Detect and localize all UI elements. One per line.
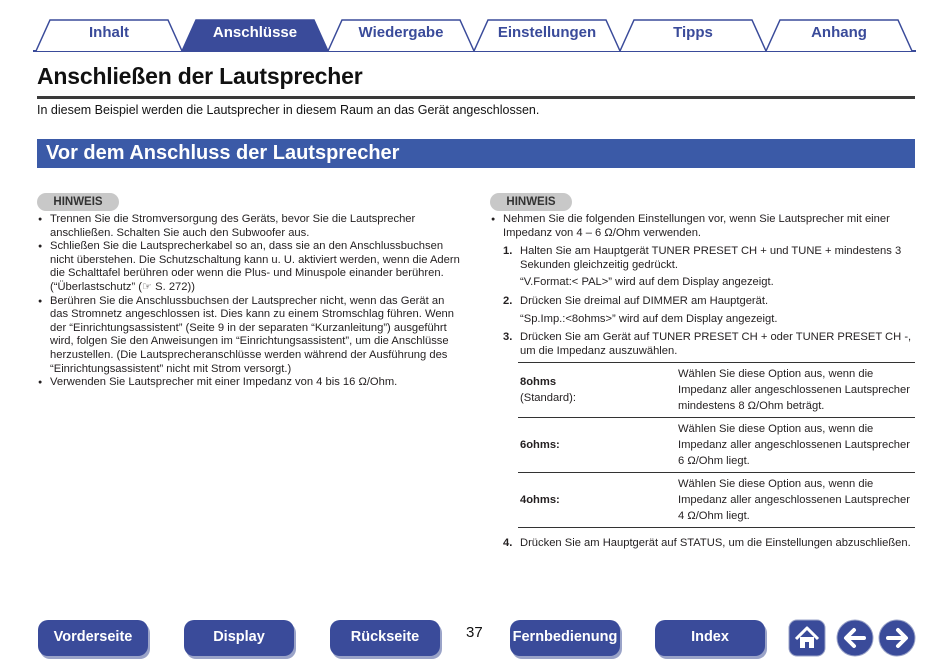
nav-display-button[interactable]: Display: [184, 620, 294, 656]
note-item: ● Berühren Sie die Anschlussbuchsen der Lautsprecher nicht, wenn das Gerät an das Stromnetz angeschlossen ist. Dies kann zu einem Stromschlag führen. Wenn der “Einrichtungsassistent” (Seite 9 in der separaten “Kurzanleitung”) ausgeführt wird, folgen Sie den Anweisungen im “Einrichtungsassistent”, um die Anschlüsse herzustellen. (Die Lautsprecheranschlüsse werden während der Ausführung des “Einrichtungsassistent” nicht mit Strom versorgt.): [37, 295, 462, 377]
intro-text: In diesem Beispiel werden die Lautsprecher in diesem Raum an das Gerät angeschlossen.: [37, 103, 540, 117]
step-text: Drücken Sie dreimal auf DIMMER am Hauptgerät.: [520, 294, 769, 307]
tab-inhalt[interactable]: Inhalt: [89, 24, 129, 41]
right-note-column: [490, 213, 918, 551]
nav-vorderseite-button[interactable]: Vorderseite: [38, 620, 148, 656]
step-3: [490, 331, 918, 358]
impedance-desc: Wählen Sie diese Option aus, wenn die Impedanz aller angeschlossenen Lautsprecher 6 Ω/Ohm liegt.: [678, 423, 910, 468]
nav-fernbedienung-button[interactable]: Fernbedienung: [510, 620, 620, 656]
back-arrow-icon[interactable]: [836, 619, 874, 657]
impedance-table: [518, 362, 915, 528]
forward-arrow-icon[interactable]: [878, 619, 916, 657]
page-number: 37: [466, 624, 483, 641]
nav-index-button[interactable]: Index: [655, 620, 765, 656]
step-text: Drücken Sie am Gerät auf TUNER PRESET CH + oder TUNER PRESET CH -, um die Impedanz auszuwählen.: [520, 331, 912, 357]
step-number: 1.: [503, 245, 513, 258]
impedance-desc: Wählen Sie diese Option aus, wenn die Impedanz aller angeschlossenen Lautsprecher mindestens 8 Ω/Ohm beträgt.: [678, 368, 910, 413]
nav-rueckseite-button[interactable]: Rückseite: [330, 620, 440, 656]
table-row: [518, 363, 915, 418]
left-note-column: [37, 213, 462, 390]
note-item: ● Trennen Sie die Stromversorgung des Geräts, bevor Sie die Lautsprecher anschließen. Schalten Sie auch den Subwoofer aus.: [37, 213, 462, 240]
step-2: [490, 295, 918, 309]
note-item: ● Schließen Sie die Lautsprecherkabel so an, dass sie an den Anschlussbuchsen nicht überstehen. Die Schutzschaltung kann u. U. aktiviert werden, wenn die Adern die Schalttafel berühren oder wenn die Plus- und Minuspole einander berühren. (“Überlastschutz” (☞ S. 272)): [37, 240, 462, 294]
step-1-result: “V.Format:< PAL>” wird auf dem Display angezeigt.: [520, 276, 774, 289]
step-4: [490, 537, 918, 551]
tab-wiedergabe[interactable]: Wiedergabe: [358, 24, 444, 41]
note-badge-left: HINWEIS: [37, 193, 119, 211]
tab-anschluesse[interactable]: Anschlüsse: [212, 24, 298, 41]
tab-einstellungen[interactable]: Einstellungen: [497, 24, 597, 41]
step-number: 4.: [503, 537, 513, 550]
table-row: [518, 418, 915, 473]
step-text: Drücken Sie am Hauptgerät auf STATUS, um die Einstellungen abzuschließen.: [520, 537, 911, 550]
note-badge-right: HINWEIS: [490, 193, 572, 211]
title-divider: [37, 96, 915, 99]
step-2-result: “Sp.Imp.:<8ohms>” wird auf dem Display angezeigt.: [520, 312, 778, 325]
page-title: Anschließen der Lautsprecher: [37, 63, 363, 89]
step-number: 2.: [503, 294, 513, 307]
home-icon[interactable]: [788, 619, 826, 657]
impedance-desc: Wählen Sie diese Option aus, wenn die Impedanz aller angeschlossenen Lautsprecher 4 Ω/Ohm liegt.: [678, 478, 910, 523]
note-item: ● Verwenden Sie Lautsprecher mit einer Impedanz von 4 bis 16 Ω/Ohm.: [37, 376, 462, 390]
impedance-key: 4ohms:: [520, 494, 560, 507]
top-tab-bar: [0, 0, 950, 56]
note-lead: ● Nehmen Sie die folgenden Einstellungen vor, wenn Sie Lautsprecher mit einer Impedanz von 4 – 6 Ω/Ohm verwenden.: [490, 213, 918, 240]
section-title: Vor dem Anschluss der Lautsprecher: [46, 142, 400, 164]
impedance-key: 8ohms (Standard):: [520, 376, 576, 405]
table-row: [518, 473, 915, 528]
tab-tipps[interactable]: Tipps: [673, 24, 713, 41]
step-text: Halten Sie am Hauptgerät TUNER PRESET CH + und TUNE + mindestens 3 Sekunden gleichzeitig gedrückt.: [520, 245, 902, 271]
step-number: 3.: [503, 331, 513, 344]
impedance-key: 6ohms:: [520, 439, 560, 452]
tab-anhang[interactable]: Anhang: [811, 24, 867, 41]
step-1: [490, 245, 918, 272]
section-banner: [37, 139, 915, 168]
